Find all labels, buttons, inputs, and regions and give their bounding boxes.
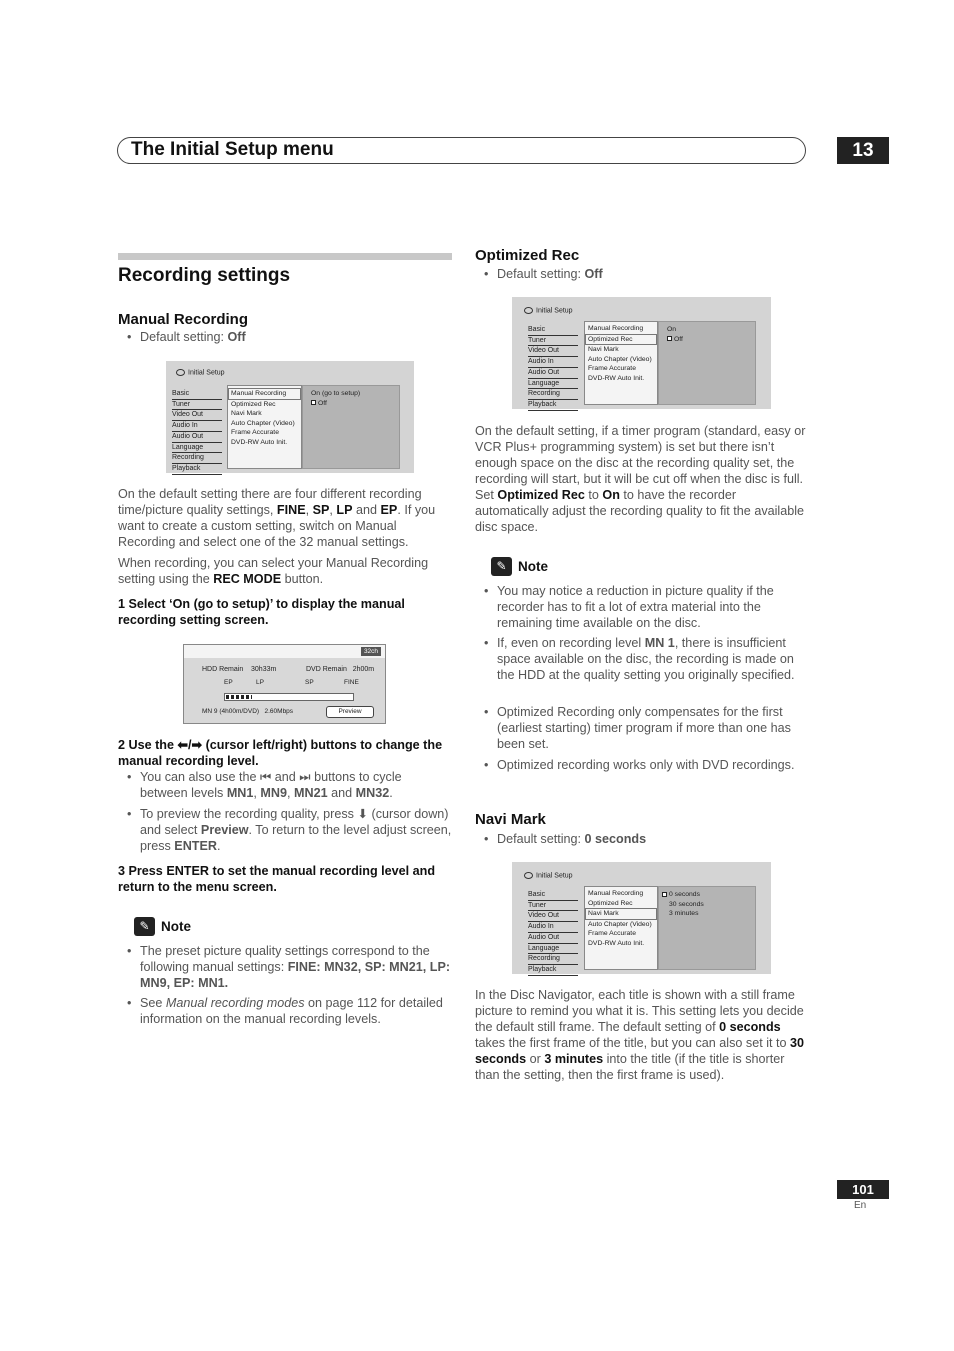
screen-option-panel: 0 seconds 30 seconds 3 minutes	[658, 886, 756, 970]
checkbox-icon	[667, 336, 672, 341]
level-lp: LP	[256, 679, 264, 686]
checkbox-icon	[311, 400, 316, 405]
screen-item-panel: Manual Recording Optimized Rec Navi Mark Auto Chapter (Video) Frame Accurate DVD-RW Auto Init.	[584, 321, 658, 405]
note-label: Note	[518, 559, 548, 574]
screen-item-panel: Manual Recording Optimized Rec Navi Mark Auto Chapter (Video) Frame Accurate DVD-RW Auto Init.	[584, 886, 658, 970]
screen-item-panel: Manual Recording Optimized Rec Navi Mark Auto Chapter (Video) Frame Accurate DVD-RW Auto Init.	[227, 385, 302, 469]
manual-para-2: When recording, you can select your Manual Recording setting using the REC MODE button.	[118, 556, 429, 586]
language-code: En	[854, 1200, 867, 1211]
dvd-remain: DVD Remain 2h00m	[306, 666, 375, 673]
level-sp: SP	[305, 679, 314, 686]
screen-left-menu: Basic Tuner Video Out Audio In Audio Out Language Recording Playback	[528, 890, 578, 976]
navi-mark-heading: Navi Mark	[475, 811, 546, 828]
chapter-number: 13	[837, 137, 889, 164]
disc-icon	[524, 872, 533, 879]
manual-default: • Default setting: Off	[118, 329, 448, 345]
disc-icon	[176, 369, 185, 376]
channel-badge: 32ch	[361, 647, 381, 656]
step-1: 1 Select ‘On (go to setup)’ to display the manual recording setting screen.	[118, 597, 405, 627]
navi-mark-screen	[512, 862, 771, 974]
navi-default: • Default setting: 0 seconds	[475, 831, 805, 847]
step-3: 3 Press ENTER to set the manual recording level and return to the menu screen.	[118, 864, 436, 894]
screen-left-menu: Basic Tuner Video Out Audio In Audio Out Language Recording Playback	[528, 325, 578, 411]
optimized-para: On the default setting, if a timer program (standard, easy or VCR Plus+ programming system) is set but there isn’t enough space on the disc at the recording quality set, the recording will start, but it will be cut off when the disc is full. Set Optimized Rec to On to have the recorder automatically adjust the recording quality to fit the available disc space.	[475, 424, 806, 534]
note-label: Note	[161, 919, 191, 934]
mode-readout: MN 9 (4h00m/DVD) 2.60Mbps	[202, 708, 294, 715]
screen-title: Initial Setup	[176, 369, 225, 376]
screen-title: Initial Setup	[524, 872, 573, 879]
section-rule	[118, 253, 452, 260]
level-slider[interactable]	[224, 693, 354, 701]
checkbox-icon	[662, 892, 667, 897]
navi-para: In the Disc Navigator, each title is shown with a still frame picture to remind you what it is. This setting lets you decide the default still frame. The default setting of 0 seconds takes the first frame of the title, but you can also set it to 30 seconds or 3 minutes into the title (if the title is shorter than the setting, then the first frame is used).	[475, 988, 805, 1082]
manual-recording-screen	[166, 361, 414, 473]
optimized-rec-heading: Optimized Rec	[475, 247, 580, 264]
note-pencil-icon: ✎	[491, 557, 512, 576]
note-bullet-1: • The preset picture quality settings correspond to the following manual settings: FINE: MN32, SP: MN21, LP: MN9, EP: MN1.	[118, 943, 452, 991]
page-number: 101	[837, 1180, 889, 1199]
manual-para-1: On the default setting there are four different recording time/picture quality settings, FINE, SP, LP and EP. If you want to create a custom setting, switch on Manual Recording and select one of the 32 manual settings.	[118, 487, 436, 549]
manual-recording-heading: Manual Recording	[118, 311, 249, 328]
level-fine: FINE	[344, 679, 359, 686]
level-ep: EP	[224, 679, 233, 686]
hdd-remain: HDD Remain 30h33m	[202, 666, 277, 673]
note-bullet-2: • See Manual recording modes on page 112 for detailed information on the manual recording levels.	[118, 995, 452, 1027]
slider-fill	[226, 695, 252, 699]
step-2-bullet-2: • To preview the recording quality, press ⬇ (cursor down) and select Preview. To return to the level adjust screen, press ENTER.	[118, 806, 452, 854]
recording-level-screen	[183, 644, 386, 724]
disc-icon	[524, 307, 533, 314]
step-2: 2 Use the ⬅/➡ (cursor left/right) buttons to change the manual recording level.	[118, 738, 443, 768]
preview-button[interactable]: Preview	[326, 706, 374, 718]
screen-title: Initial Setup	[524, 307, 573, 314]
screen-option-panel: On Off	[658, 321, 756, 405]
screen-option-panel: On (go to setup) Off	[302, 385, 400, 469]
section-title: Recording settings	[118, 265, 291, 286]
screen-left-menu: Basic Tuner Video Out Audio In Audio Out Language Recording Playback	[172, 389, 222, 475]
note-bullet-4: • Optimized recording works only with DVD recordings.	[475, 757, 808, 773]
note-bullet-1: • You may notice a reduction in picture quality if the recorder has to fit a lot of extra material into the remaining time available on the disc.	[475, 583, 808, 631]
optimized-rec-screen	[512, 297, 771, 409]
optimized-default: • Default setting: Off	[475, 266, 805, 282]
note-bullet-3: • Optimized Recording only compensates for the first (earliest starting) timer program if more than one has been set.	[475, 704, 808, 752]
note-pencil-icon: ✎	[134, 917, 155, 936]
note-bullet-2: • If, even on recording level MN 1, there is insufficient space available on the disc, the recording is made on the HDD at the quality setting you originally specified.	[475, 635, 808, 683]
page-title: The Initial Setup menu	[131, 139, 334, 160]
step-2-bullet-1: • You can also use the ⏮ and ⏭ buttons to cycle between levels MN1, MN9, MN21 and MN32.	[118, 769, 452, 801]
